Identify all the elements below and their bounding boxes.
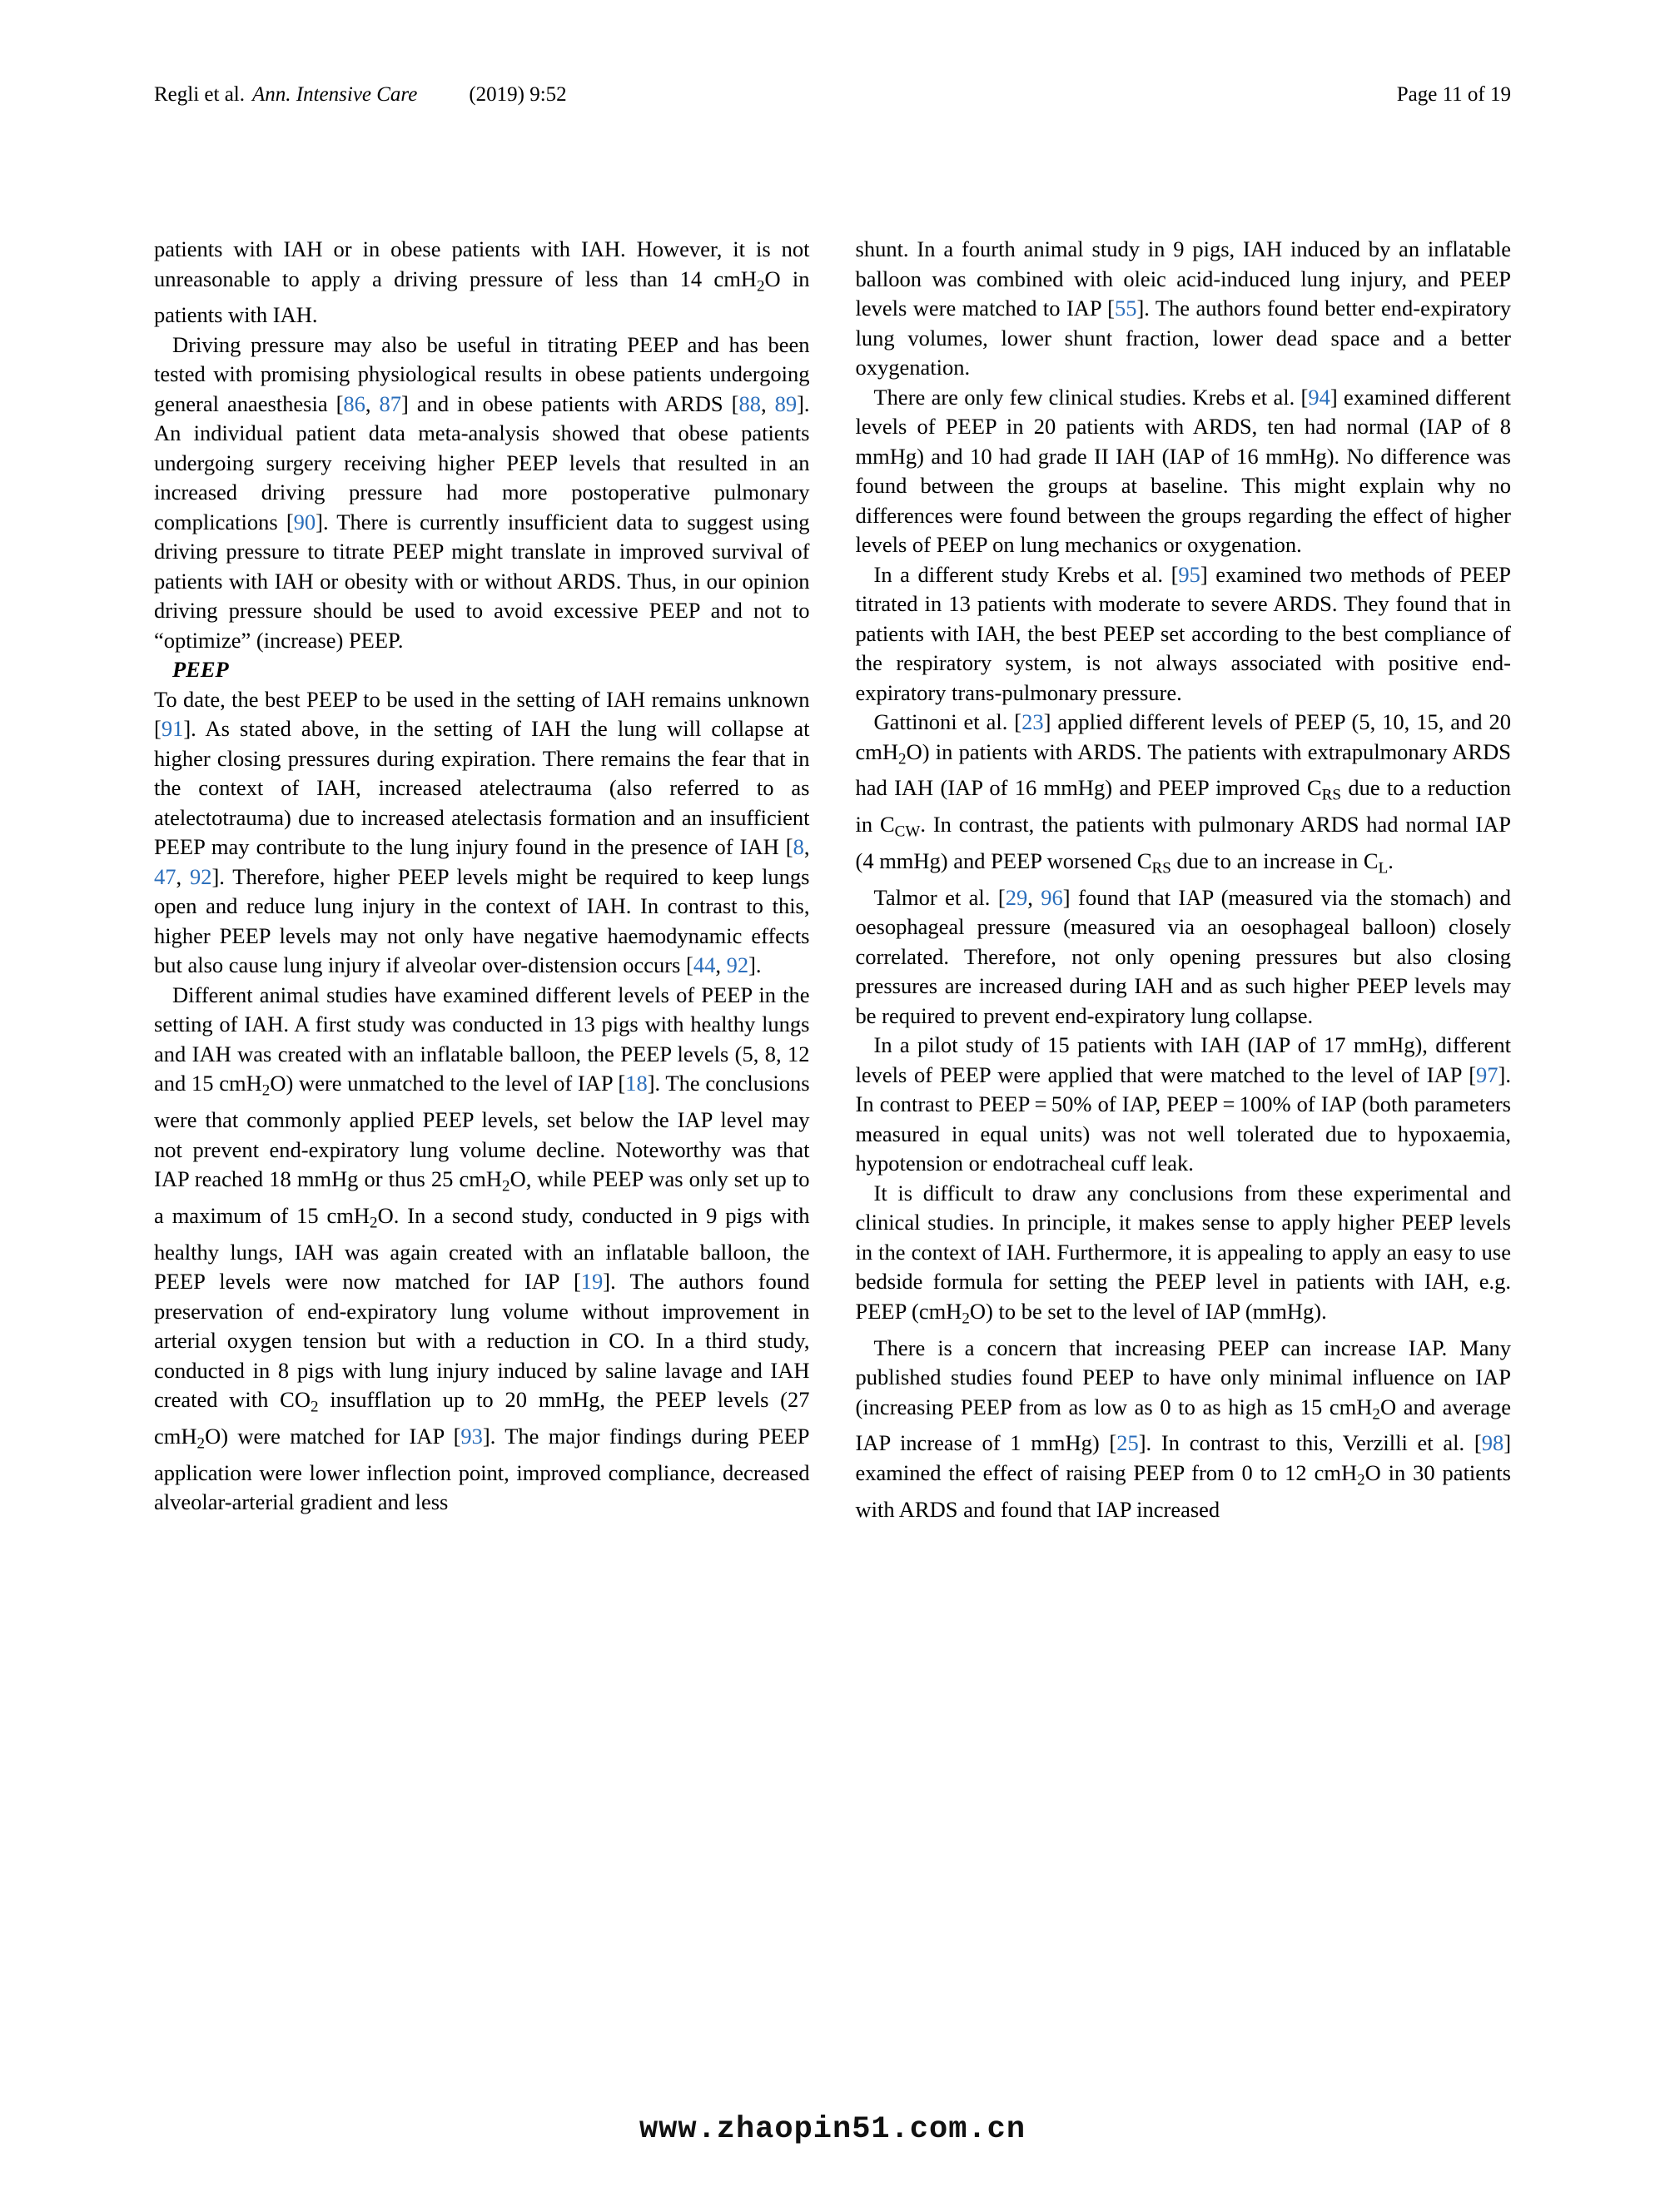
text-run: ] applied different levels of PEEP (5, 10, 15, and 20 cmH <box>855 709 1511 764</box>
text-run: , <box>803 834 810 860</box>
text-run: ]. The major findings during PEEP application were lower inflection point, improved compliance, decreased alveolar-arterial gradient and less <box>154 1424 810 1515</box>
text-run: due to a reduction in C <box>855 775 1512 838</box>
paragraph <box>154 685 810 981</box>
citation-link[interactable]: 90 <box>293 509 316 534</box>
text-run: O) to be set to the level of IAP (mmHg). <box>969 1298 1327 1324</box>
text-run: , <box>760 390 775 416</box>
citation-link[interactable]: 29 <box>1005 884 1028 910</box>
citation-link[interactable]: 18 <box>625 1071 648 1096</box>
text-run: Talmor et al. [ <box>873 884 1006 910</box>
text-run: ] examined two methods of PEEP titrated in 13 patients with moderate to severe ARDS. They found that in patients with IAH, the best PEEP set according to the best compliance of the respiratory system, is not always associated with positive end-expiratory trans-pulmonary pressure. <box>855 561 1512 705</box>
watermark-url: www.zhaopin51.com.cn <box>639 2112 1026 2147</box>
text-run: patients with IAH or in obese patients with IAH. However, it is not unreasonable to apply a driving pressure of less than 14 cmH <box>154 236 810 291</box>
citation-link[interactable]: 25 <box>1116 1430 1139 1456</box>
citation-link[interactable]: 23 <box>1021 709 1044 734</box>
paragraph <box>856 1031 1512 1179</box>
citation-link[interactable]: 92 <box>726 952 749 978</box>
text-run: ]. The authors found better end-expiratory lung volumes, lower shunt fraction, lower dead space and a better oxygenation. <box>855 296 1511 380</box>
text-run: O in 30 patients with ARDS and found that IAP increased <box>855 1459 1511 1522</box>
paragraph <box>856 1334 1512 1525</box>
paragraph <box>154 235 810 331</box>
citation-link[interactable]: 47 <box>154 863 176 889</box>
citation-link[interactable]: 86 <box>343 390 365 416</box>
header-page-number: Page 11 of 19 <box>1396 83 1511 106</box>
text-run: insufflation up to 20 mmHg, the PEEP levels (27 cmH <box>154 1387 810 1449</box>
paragraph <box>856 1179 1512 1334</box>
citation-link[interactable]: 55 <box>1114 296 1137 321</box>
section-heading-peep: PEEP <box>172 657 229 683</box>
text-run: O) in patients with ARDS. The patients with extrapulmonary ARDS had IAH (IAP of 16 mmHg) and PEEP improved C <box>855 738 1511 801</box>
header-issue: (2019) 9:52 <box>469 83 567 106</box>
text-run: . <box>1388 848 1394 873</box>
subscript: 2 <box>310 1398 319 1416</box>
citation-link[interactable]: 96 <box>1041 884 1063 910</box>
paragraph <box>154 981 810 1518</box>
header-author: Regli et al. <box>154 83 245 106</box>
paragraph <box>856 560 1512 708</box>
text-run: Driving pressure may also be useful in titrating PEEP and has been tested with promising physiological results in obese patients undergoing general anaesthesia [ <box>154 331 810 416</box>
subscript: 2 <box>196 1434 206 1453</box>
text-run: , <box>365 390 380 416</box>
text-run: , <box>176 863 190 889</box>
text-run: O, while PEEP was only set up to a maximum of 15 cmH <box>154 1166 810 1228</box>
subscript: 2 <box>370 1214 378 1232</box>
text-run: . In contrast, the patients with pulmonary ARDS had normal IAP (4 mmHg) and PEEP worsened C <box>855 812 1511 873</box>
citation-link[interactable]: 98 <box>1481 1430 1504 1456</box>
text-run: ]. The conclusions were that commonly applied PEEP levels, set below the IAP level may not prevent end-expiratory lung volume decline. Noteworthy was that IAP reached 18 mmHg or thus 25 cmH <box>154 1071 810 1192</box>
subscript: 2 <box>261 1081 271 1100</box>
text-run: ]. In contrast to PEEP = 50% of IAP, PEEP = 100% of IAP (both parameters measured in equal units) was not well tolerated due to hypoxaemia, hypotension or endotracheal cuff leak. <box>855 1061 1511 1176</box>
text-run: ] examined different levels of PEEP in 20 patients with ARDS, ten had normal (IAP of 8 mmHg) and 10 had grade II IAH (IAP of 16 mmHg). No difference was found between the groups at baseline. This might explain why no differences were found between the groups regarding the effect of higher levels of PEEP on lung mechanics or oxygenation. <box>855 384 1511 557</box>
article-body <box>154 235 1511 1524</box>
text-run: O) were matched for IAP [ <box>205 1424 461 1449</box>
text-run: ]. <box>748 952 762 978</box>
text-run: Different animal studies have examined different levels of PEEP in the setting of IAH. A first study was conducted in 13 pigs with healthy lungs and IAH was created with an inflatable balloon, the PEEP levels (5, 8, 12 and 15 cmH <box>154 982 810 1096</box>
citation-link[interactable]: 91 <box>161 716 184 742</box>
text-run: O in patients with IAH. <box>154 266 810 328</box>
citation-link[interactable]: 44 <box>693 952 716 978</box>
text-run: O and average IAP increase of 1 mmHg) [ <box>855 1394 1511 1456</box>
text-run: There is a concern that increasing PEEP can increase IAP. Many published studies found PEEP to have only minimal influence on IAP (increasing PEEP from as low as 0 to as high as 15 cmH <box>855 1335 1511 1419</box>
text-run: O) were unmatched to the level of IAP [ <box>270 1071 626 1096</box>
header-citation <box>154 83 567 107</box>
citation-link[interactable]: 88 <box>738 390 761 416</box>
paragraph <box>154 331 810 656</box>
text-run: In a different study Krebs et al. [ <box>873 561 1179 587</box>
text-run: ]. There is currently insufficient data to suggest using driving pressure to titrate PEEP might translate in improved survival of patients with IAH or obesity with or without ARDS. Thus, in our opinion driving pressure should be used to avoid excessive PEEP and not to “optimize” (increase) PEEP. <box>154 509 810 653</box>
text-run: In a pilot study of 15 patients with IAH (IAP of 17 mmHg), different levels of PEEP were applied that were matched to the level of IAP [ <box>855 1032 1511 1087</box>
subscript: 2 <box>1357 1471 1365 1489</box>
text-run: It is difficult to draw any conclusions from these experimental and clinical studies. In principle, it makes sense to apply higher PEEP levels in the context of IAH. Furthermore, it is appealing to apply an easy to use bedside formula for setting the PEEP level in patients with IAH, e.g. PEEP (cmH <box>855 1180 1511 1324</box>
text-run: To date, the best PEEP to be used in the setting of IAH remains unknown [ <box>154 686 810 742</box>
subscript: RS <box>1151 859 1171 877</box>
citation-link[interactable]: 97 <box>1476 1061 1498 1087</box>
paragraph <box>856 235 1512 383</box>
text-run: ] examined the effect of raising PEEP from 0 to 12 cmH <box>855 1430 1512 1485</box>
citation-link[interactable]: 89 <box>774 390 798 416</box>
citation-link[interactable]: 93 <box>460 1424 483 1449</box>
citation-link[interactable]: 92 <box>189 863 212 889</box>
subscript: L <box>1378 859 1389 877</box>
page-header <box>154 83 1511 117</box>
citation-link[interactable]: 87 <box>379 390 402 416</box>
citation-link[interactable]: 94 <box>1308 384 1330 410</box>
text-run: ]. As stated above, in the setting of IAH the lung will collapse at higher closing pressures during expiration. There remains the fear that in the context of IAH, increased atelectrauma (also referred to as atelectotrauma) due to increased atelectasis formation and an insufficient PEEP may contribute to the lung injury found in the presence of IAH [ <box>154 716 810 860</box>
subscript: 2 <box>756 276 765 295</box>
text-run: due to an increase in C <box>1170 848 1379 873</box>
text-run: ] found that IAP (measured via the stomach) and oesophageal pressure (measured via an oesophageal balloon) closely correlated. Therefore, not only opening pressures but also closing pressures are increased during IAH and as such higher PEEP levels may be required to prevent end-expiratory lung collapse. <box>855 884 1511 1028</box>
text-run: Gattinoni et al. [ <box>873 709 1022 734</box>
paragraph <box>856 708 1512 883</box>
citation-link[interactable]: 95 <box>1178 561 1200 587</box>
text-run: ]. An individual patient data meta-analysis showed that obese patients undergoing surgery receiving higher PEEP levels that resulted in an increased driving pressure had more postoperative pulmonary complications [ <box>154 390 810 534</box>
text-run: ]. In contrast to this, Verzilli et al. [ <box>1138 1430 1482 1456</box>
subscript: 2 <box>1372 1404 1380 1423</box>
citation-link[interactable]: 8 <box>793 834 804 860</box>
paragraph <box>856 383 1512 560</box>
header-journal: Ann. Intensive Care <box>252 83 418 106</box>
text-run: , <box>1027 884 1041 910</box>
text-run: O. In a second study, conducted in 9 pigs with healthy lungs, IAH was again created with an inflatable balloon, the PEEP levels were now matched for IAP [ <box>154 1202 810 1295</box>
subscript: 2 <box>962 1310 970 1328</box>
text-run: ]. Therefore, higher PEEP levels might be required to keep lungs open and reduce lung injury in the context of IAH. In contrast to this, higher PEEP levels may not only have negative haemodynamic effects but also cause lung injury if alveolar over-distension occurs [ <box>154 863 810 978</box>
citation-link[interactable]: 19 <box>580 1269 604 1295</box>
text-run: , <box>715 952 727 978</box>
subscript: RS <box>1321 786 1342 804</box>
subscript: CW <box>894 823 921 841</box>
text-run: shunt. In a fourth animal study in 9 pigs, IAH induced by an inflatable balloon was combined with oleic acid-induced lung injury, and PEEP levels were matched to IAP [ <box>855 236 1511 321</box>
text-run: ] and in obese patients with ARDS [ <box>401 390 739 416</box>
subscript: 2 <box>898 749 907 768</box>
subscript: 2 <box>502 1177 510 1195</box>
text-run: ]. The authors found preservation of end-expiratory lung volume without improvement in arterial oxygen tension but with a reduction in CO. In a third study, conducted in 8 pigs with lung injury induced by saline lavage and IAH created with CO <box>154 1269 810 1413</box>
paragraph <box>856 883 1512 1031</box>
text-run: There are only few clinical studies. Krebs et al. [ <box>873 384 1309 410</box>
